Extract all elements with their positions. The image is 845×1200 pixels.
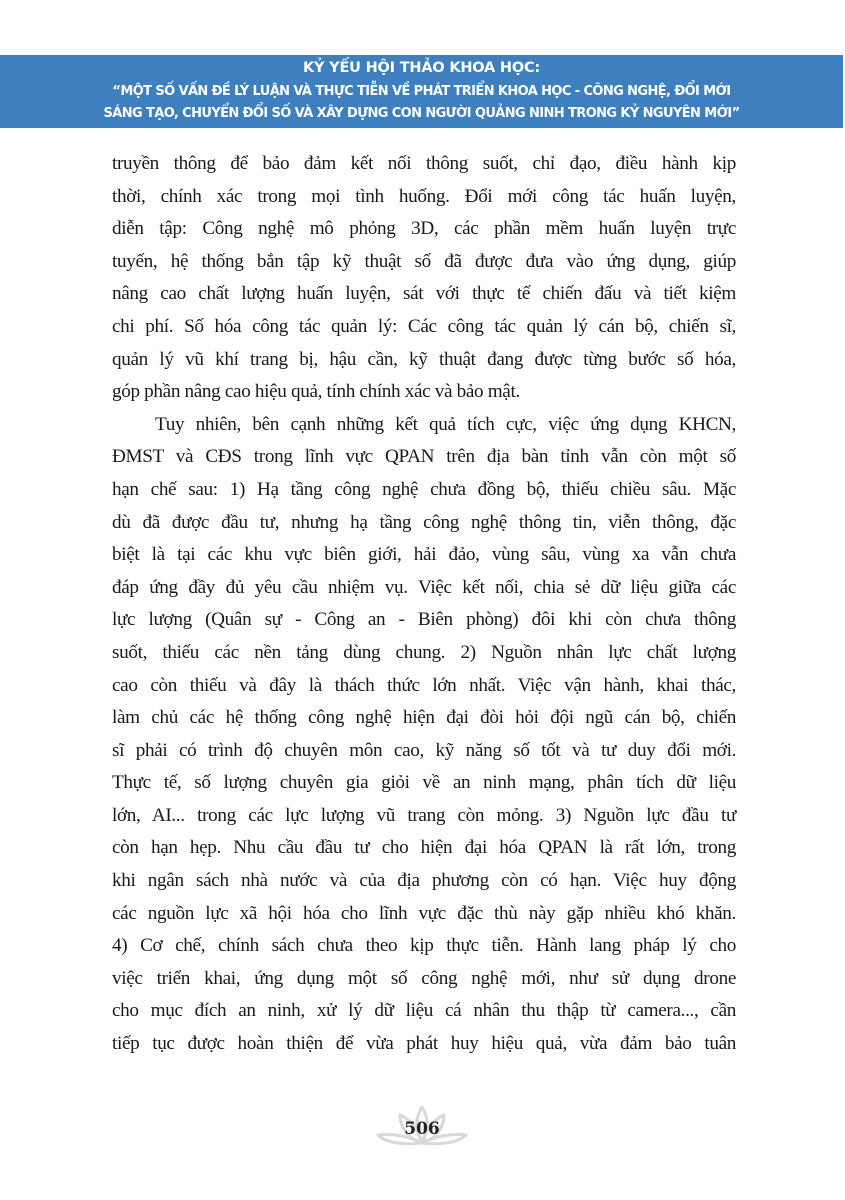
text-line: đáp ứng đầy đủ yêu cầu nhiệm vụ. Việc kết nối, chia sẻ dữ liệu giữa các [112,576,736,598]
text-line: còn hạn hẹp. Nhu cầu đầu tư cho hiện đại hóa QPAN là rất lớn, trong [112,837,736,859]
text-line: cho mục đích an ninh, xử lý dữ liệu cá nhân thu thập từ camera..., cần [112,1000,736,1022]
header-subtitle-line-2: SÁNG TẠO, CHUYỂN ĐỔI SỐ VÀ XÂY DỰNG CON NGƯỜI QUẢNG NINH TRONG KỶ NGUYÊN MỚI” [103,106,740,121]
text-line: nâng cao chất lượng huấn luyện, sát với thực tế chiến đấu và tiết kiệm [112,283,736,305]
text-line: Tuy nhiên, bên cạnh những kết quả tích cực, việc ứng dụng KHCN, [155,413,736,435]
text-line: hạn chế sau: 1) Hạ tầng công nghệ chưa đồng bộ, thiếu chiều sâu. Mặc [112,478,736,500]
text-line: ĐMST và CĐS trong lĩnh vực QPAN trên địa bàn tỉnh vẫn còn một số [112,446,736,468]
text-line: biệt là tại các khu vực biên giới, hải đảo, vùng sâu, vùng xa vẫn chưa [112,544,736,566]
header-subtitle-line-1: “MỘT SỐ VẤN ĐỀ LÝ LUẬN VÀ THỰC TIỄN VỀ PHÁT TRIỂN KHOA HỌC - CÔNG NGHỆ, ĐỔI MỚI [112,84,731,99]
text-line: làm chủ các hệ thống công nghệ hiện đại đòi hỏi đội ngũ cán bộ, chiến [112,707,736,729]
text-line: thời, chính xác trong mọi tình huống. Đổi mới công tác huấn luyện, [112,185,736,207]
header-title: KỶ YẾU HỘI THẢO KHOA HỌC: [302,60,541,76]
text-line: lớn, AI... trong các lực lượng vũ trang còn mỏng. 3) Nguồn lực đầu tư [112,804,736,826]
text-line: suốt, thiếu các nền tảng dùng chung. 2) Nguồn nhân lực chất lượng [112,641,736,663]
text-line: diễn tập: Công nghệ mô phỏng 3D, các phần mềm huấn luyện trực [112,218,736,240]
text-line: lực lượng (Quân sự - Công an - Biên phòng) đôi khi còn chưa thông [112,609,736,631]
text-line: các nguồn lực xã hội hóa cho lĩnh vực đặc thù này gặp nhiều khó khăn. [112,902,736,924]
text-line: việc triển khai, ứng dụng một số công nghệ mới, như sử dụng drone [112,967,736,989]
text-line: quản lý vũ khí trang bị, hậu cần, kỹ thuật đang được từng bước số hóa, [112,348,736,370]
text-line: tuyến, hệ thống bắn tập kỹ thuật số đã được đưa vào ứng dụng, giúp [112,250,736,272]
text-line: sĩ phải có trình độ chuyên môn cao, kỹ năng số tốt và tư duy đổi mới. [112,739,736,761]
text-line: tiếp tục được hoàn thiện để vừa phát huy hiệu quả, vừa đảm bảo tuân [112,1033,736,1055]
text-line: chi phí. Số hóa công tác quản lý: Các công tác quản lý cán bộ, chiến sĩ, [112,315,736,337]
text-line: truyền thông để bảo đảm kết nối thông suốt, chỉ đạo, điều hành kịp [112,153,736,174]
text-line: 4) Cơ chế, chính sách chưa theo kịp thực tiễn. Hành lang pháp lý cho [112,935,736,957]
text-line: Thực tế, số lượng chuyên gia giỏi về an ninh mạng, phân tích dữ liệu [112,772,736,794]
running-header [0,55,843,128]
page-footer [372,1103,472,1149]
body-text [112,148,736,1061]
text-line: dù đã được đầu tư, nhưng hạ tầng công nghệ thông tin, viễn thông, đặc [112,511,736,533]
page-number: 506 [404,1119,440,1139]
text-line: góp phần nâng cao hiệu quả, tính chính xác và bảo mật. [112,381,520,403]
paragraph-1 [112,148,736,409]
paragraph-2 [112,409,736,1061]
text-line: khi ngân sách nhà nước và của địa phương còn có hạn. Việc huy động [112,870,736,892]
text-line: cao còn thiếu và đây là thách thức lớn nhất. Việc vận hành, khai thác, [112,674,736,696]
